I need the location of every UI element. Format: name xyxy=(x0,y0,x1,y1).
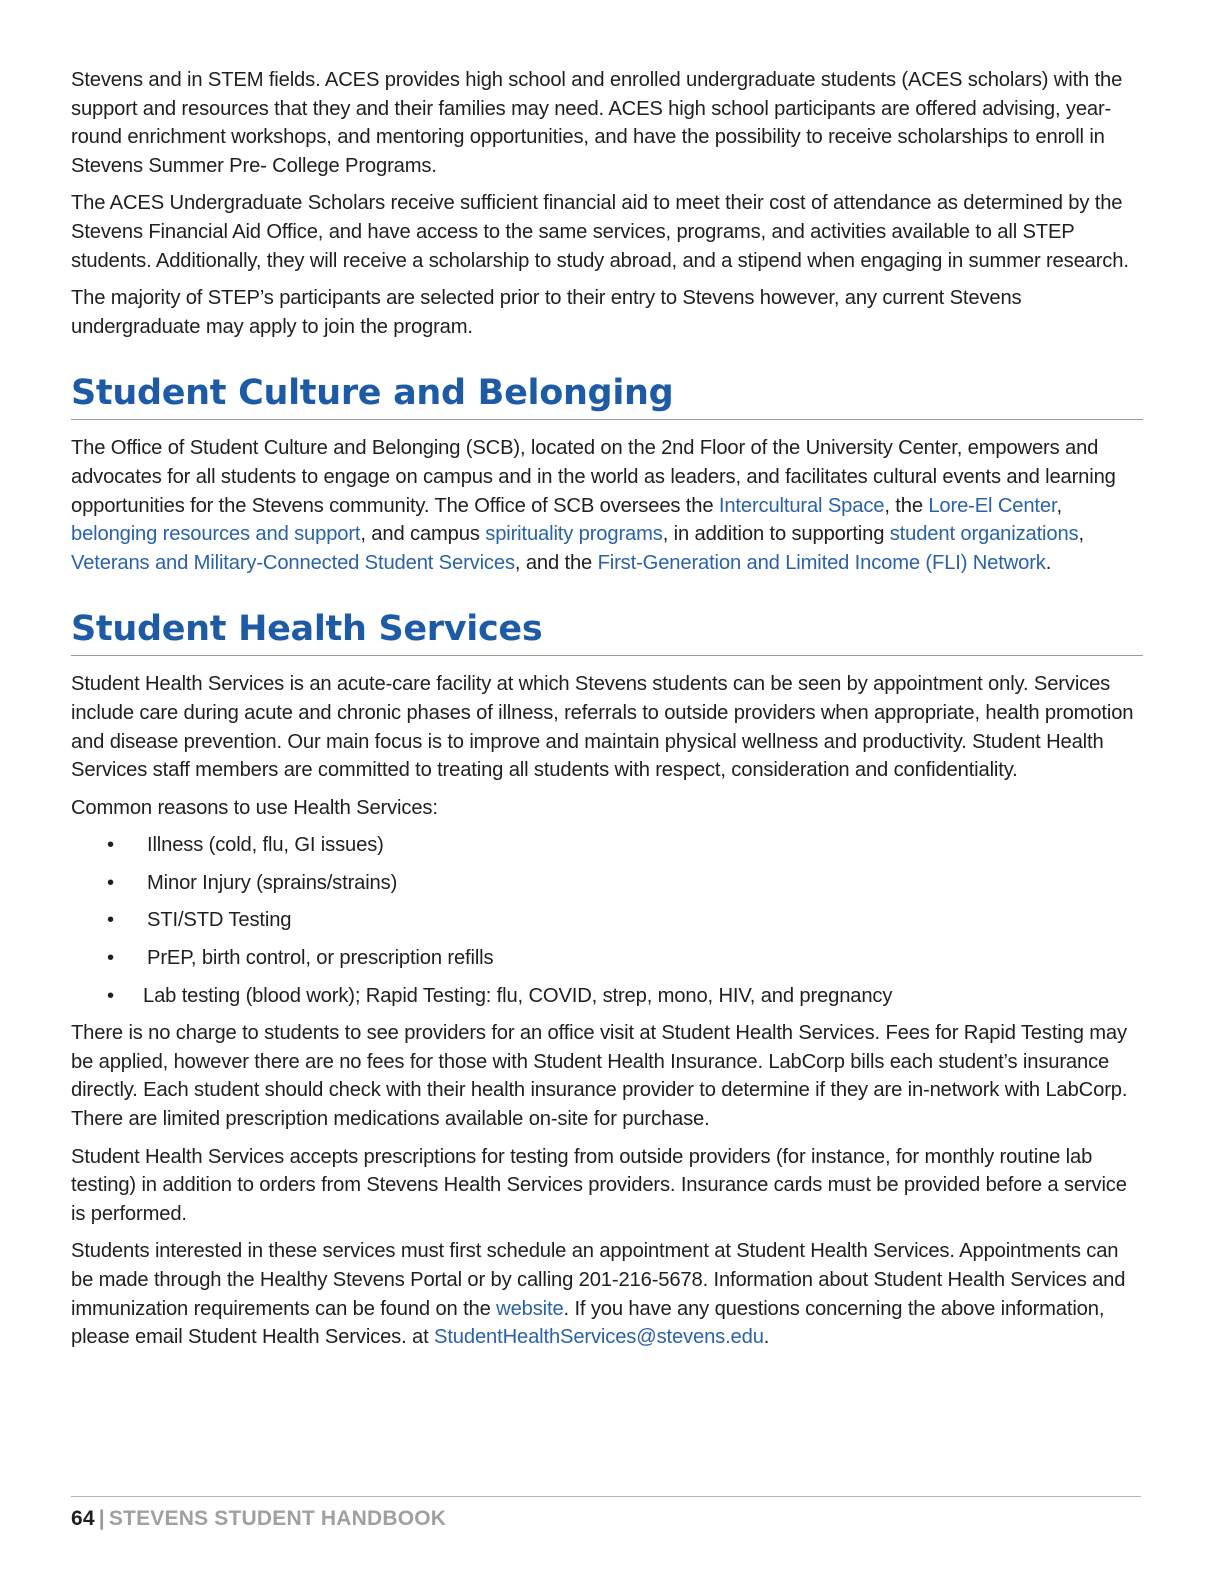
scb-text: The Office of Student Culture and Belonging (SCB), located on the 2nd Floor of the University Center, empowers and advocates for all students to engage on campus and in the world as leaders, and facilitates cultural events and learning opportunities for the Stevens community. The Office of SCB oversees the xyxy=(71,437,1116,517)
health-reasons-list xyxy=(71,831,1143,1010)
health-list-intro: Common reasons to use Health Services: xyxy=(71,796,438,819)
bullet-icon: • xyxy=(107,947,114,970)
health-text: . If you have any questions concerning the above information, please email Student Health Services. at xyxy=(71,1297,1105,1349)
intro-paragraph-aces: Stevens and in STEM fields. ACES provides high school and enrolled undergraduate students (ACES scholars) with the support and resources that they and their families may need. ACES high school participants are offered advising, year-round enrichment workshops, and mentoring opportunities, and have the possibility to receive scholarships to enroll in Stevens Summer Pre- College Programs. xyxy=(71,69,1123,177)
health-prescriptions-paragraph: Student Health Services accepts prescriptions for testing from outside providers (for instance, for monthly routine lab testing) in addition to orders from Stevens Health Services providers. Insurance cards must be provided before a service is performed. xyxy=(71,1145,1127,1225)
scb-text: , and campus xyxy=(360,523,486,546)
scb-text: . xyxy=(1045,551,1052,574)
scb-text: , xyxy=(1056,494,1062,517)
health-text: . xyxy=(763,1326,770,1349)
footer-text xyxy=(71,1505,1141,1533)
health-intro-paragraph: Student Health Services is an acute-care facility at which Stevens students can be seen by appointment only. Services include care during acute and chronic phases of illness, referrals to outside providers when appropriate, health promotion and disease prevention. Our main focus is to improve and maintain physical wellness and productivity. Student Health Services staff members are committed to treating all students with respect, consideration and confidentiality. xyxy=(71,673,1134,782)
bullet-icon: • xyxy=(107,984,114,1007)
scb-text: , xyxy=(1078,523,1084,546)
spirituality-programs-link[interactable]: spirituality programs xyxy=(485,523,663,546)
intro-paragraph-step: The majority of STEP’s participants are selected prior to their entry to Stevens however, any current Stevens undergraduate may apply to join the program. xyxy=(71,287,1022,338)
intro-paragraph-scholars: The ACES Undergraduate Scholars receive sufficient financial aid to meet their cost of attendance as determined by the Stevens Financial Aid Office, and have access to the same services, programs, and activities available to all STEP students. Additionally, they will receive a scholarship to study abroad, and a stipend when engaging in summer research. xyxy=(71,192,1129,272)
fli-network-link[interactable]: First-Generation and Limited Income (FLI) Network xyxy=(597,551,1046,574)
scb-text: , and the xyxy=(514,551,598,574)
bullet-icon: • xyxy=(107,909,114,932)
list-item-text: STI/STD Testing xyxy=(147,909,292,932)
list-item xyxy=(71,831,1143,860)
list-item-text: Illness (cold, flu, GI issues) xyxy=(147,834,384,857)
student-organizations-link[interactable]: student organizations xyxy=(889,523,1079,546)
health-email-link[interactable]: StudentHealthServices@stevens.edu xyxy=(434,1326,764,1349)
bullet-icon: • xyxy=(107,834,114,857)
footer-separator: | xyxy=(98,1507,105,1530)
belonging-resources-link[interactable]: belonging resources and support xyxy=(71,523,361,546)
handbook-title: STEVENS STUDENT HANDBOOK xyxy=(108,1507,447,1530)
scb-paragraph xyxy=(71,434,1143,577)
list-item-text: Minor Injury (sprains/strains) xyxy=(147,871,398,894)
health-fees-paragraph: There is no charge to students to see providers for an office visit at Student Health Services. Fees for Rapid Testing may be applied, however there are no fees for those with Student Health Insurance. LabCorp bills each student’s insurance directly. Each student should check with their health insurance provider to determine if they are in-network with LabCorp. There are limited prescription medications available on-site for purchase. xyxy=(71,1022,1128,1131)
page-footer xyxy=(71,1496,1141,1533)
scb-text: , the xyxy=(884,494,929,517)
scb-heading: Student Culture and Belonging xyxy=(71,369,1143,420)
list-item-text: PrEP, birth control, or prescription refills xyxy=(147,947,494,970)
list-item-text: Lab testing (blood work); Rapid Testing: flu, COVID, strep, mono, HIV, and pregnancy xyxy=(143,984,893,1007)
intercultural-space-link[interactable]: Intercultural Space xyxy=(718,494,885,517)
bullet-icon: • xyxy=(107,871,114,894)
health-appointments-paragraph xyxy=(71,1237,1143,1351)
veterans-services-link[interactable]: Veterans and Military-Connected Student Services xyxy=(71,551,515,574)
health-website-link[interactable]: website xyxy=(496,1297,564,1320)
page-number: 64 xyxy=(71,1507,95,1530)
lore-el-center-link[interactable]: Lore-El Center xyxy=(928,494,1057,517)
list-item xyxy=(71,982,1143,1011)
list-item xyxy=(71,906,1143,935)
health-text: Students interested in these services must first schedule an appointment at Student Health Services. Appointments can be made through the Healthy Stevens Portal or by calling 201-216-5678. Information about Student Health Services and immunization requirements can be found on the xyxy=(71,1240,1126,1320)
page-content xyxy=(71,66,1143,1361)
list-item xyxy=(71,869,1143,898)
scb-text: , in addition to supporting xyxy=(662,523,890,546)
health-heading: Student Health Services xyxy=(71,605,1143,656)
list-item xyxy=(71,944,1143,973)
